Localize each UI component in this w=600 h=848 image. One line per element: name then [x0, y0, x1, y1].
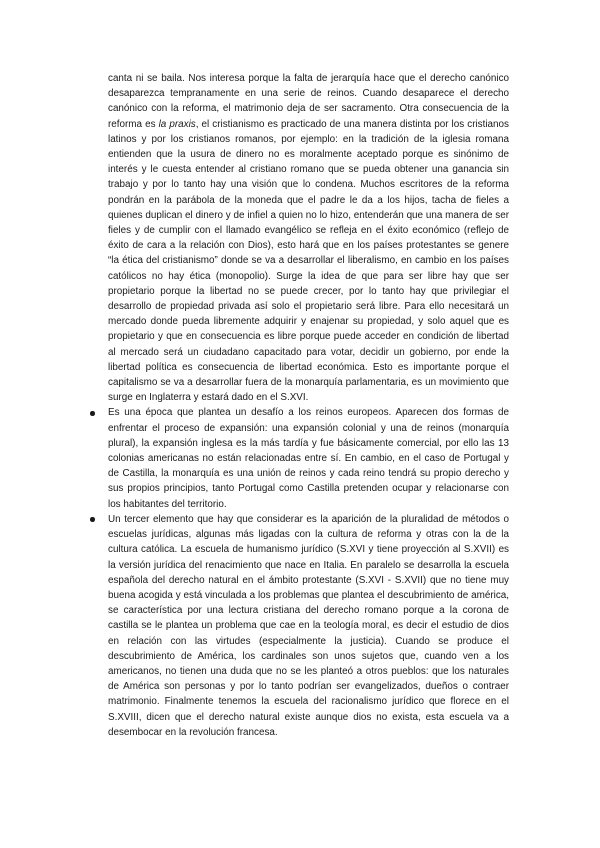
- bullet-list: [108, 405, 509, 739]
- paragraph-continuation: [108, 71, 509, 405]
- italic-term: la praxis: [158, 118, 196, 130]
- bullet-item-expansion: [108, 405, 509, 511]
- bullet-icon: [90, 411, 95, 416]
- bullet-text: Es una época que plantea un desafío a los reinos europeos. Aparecen dos formas de enfrentar el proceso de expansión: una expansión colonial y una de reinos (monarquía plural), la expansión inglesa es la más tardía y fue básicamente comercial, por ello las 13 colonias americanas no están relacionadas entre sí. En cambio, en el caso de Portugal y de Castilla, la monarquía es una unión de reinos y cada reino tendrá su propio derecho y sus propios principios, tanto Portugal como Castilla pretenden ocupar y relacionarse con los habitantes del territorio.: [108, 407, 509, 510]
- document-page: [108, 71, 509, 740]
- bullet-item-schools: [108, 512, 509, 740]
- bullet-icon: [90, 517, 95, 522]
- bullet-text: Un tercer elemento que hay que considerar es la aparición de la pluralidad de métodos o escuelas jurídicas, algunas más ligadas con la cultura de reforma y otras con la de la cultura católica. La escuela de humanismo jurídico (S.XVI y tiene proyección al S.XVII) es la versión jurídica del renacimiento que nace en Italia. En paralelo se desarrolla la escuela española del derecho natural en el ámbito protestante (S.XVI - S.XVII) que no tiene muy buena acogida y está vinculada a los problemas que plantea el descubrimiento de américa, se característica por una lectura cristiana del derecho romano porque a la corona de castilla se le plantea un problema que cae en la teología moral, es decir el estudio de dios en relación con las virtudes (especialmente la justicia). Cuando se produce el descubrimiento de América, los cardinales son unos sujetos que, cuando ven a los americanos, no tienen una duda que no se les planteó a otros pueblos: que los naturales de América son personas y por lo tanto podrían ser evangelizados, dueños o contraer matrimonio. Finalmente tenemos la escuela del racionalismo jurídico que florece en el S.XVIII, dicen que el derecho natural existe aunque dios no exista, esta escuela va a desembocar en la revolución francesa.: [108, 513, 509, 738]
- paragraph-text-part1: canta ni se baila. Nos interesa porque la falta de jerarquía hace que el derecho canónico desaparezca tempranamente en una serie de reinos. Cuando desaparece el derecho canónico con la reforma, el matrimonio deja de ser sacramento. Otra consecuencia de la reforma es: [108, 73, 509, 130]
- paragraph-text-part2: , el cristianismo es practicado de una manera distinta por los cristianos latinos y por los cristianos romanos, por ejemplo: en la tradición de la iglesia romana entienden que la usura de dinero no es moralmente aceptado porque es sinónimo de interés y le cuesta entender al cristiano romano que se pueda obtener una ganancia sin trabajo y por lo tanto hay una visión que lo condena. Muchos escritores de la reforma pondrán en la parábola de la moneda que el padre le da a los hijos, tacha de fieles a quienes duplican el dinero y de infiel a quien no lo hizo, entenderán que una manera de ser fieles y de cumplir con el llamado evangélico se refleja en el éxito económico (reflejo de éxito de cara a la relación con Dios), esto hará que en los países protestantes se genere “la ética del cristianismo” donde se va a desarrollar el liberalismo, en cambio en los países católicos no hay ética (monopolio). Surge la idea de que para ser libre hay que ser propietario porque la libertad no se puede crecer, por lo tanto hay que privilegiar el desarrollo de propiedad privada así solo el propietario será libre. Para ello necesitará un mercado donde pueda libremente adquirir y enajenar su propiedad, y solo aquel que es propietario y que en consecuencia es libre porque puede acceder en condición de libertad al mercado será un ciudadano capacitado para votar, decidir un gobierno, por ende la libertad política es consecuencia de libertad económica. Esto es importante porque el capitalismo se va a desarrollar fuera de la monarquía parlamentaria, es un movimiento que surge en Inglaterra y estará dado en el S.XVI.: [108, 118, 509, 404]
